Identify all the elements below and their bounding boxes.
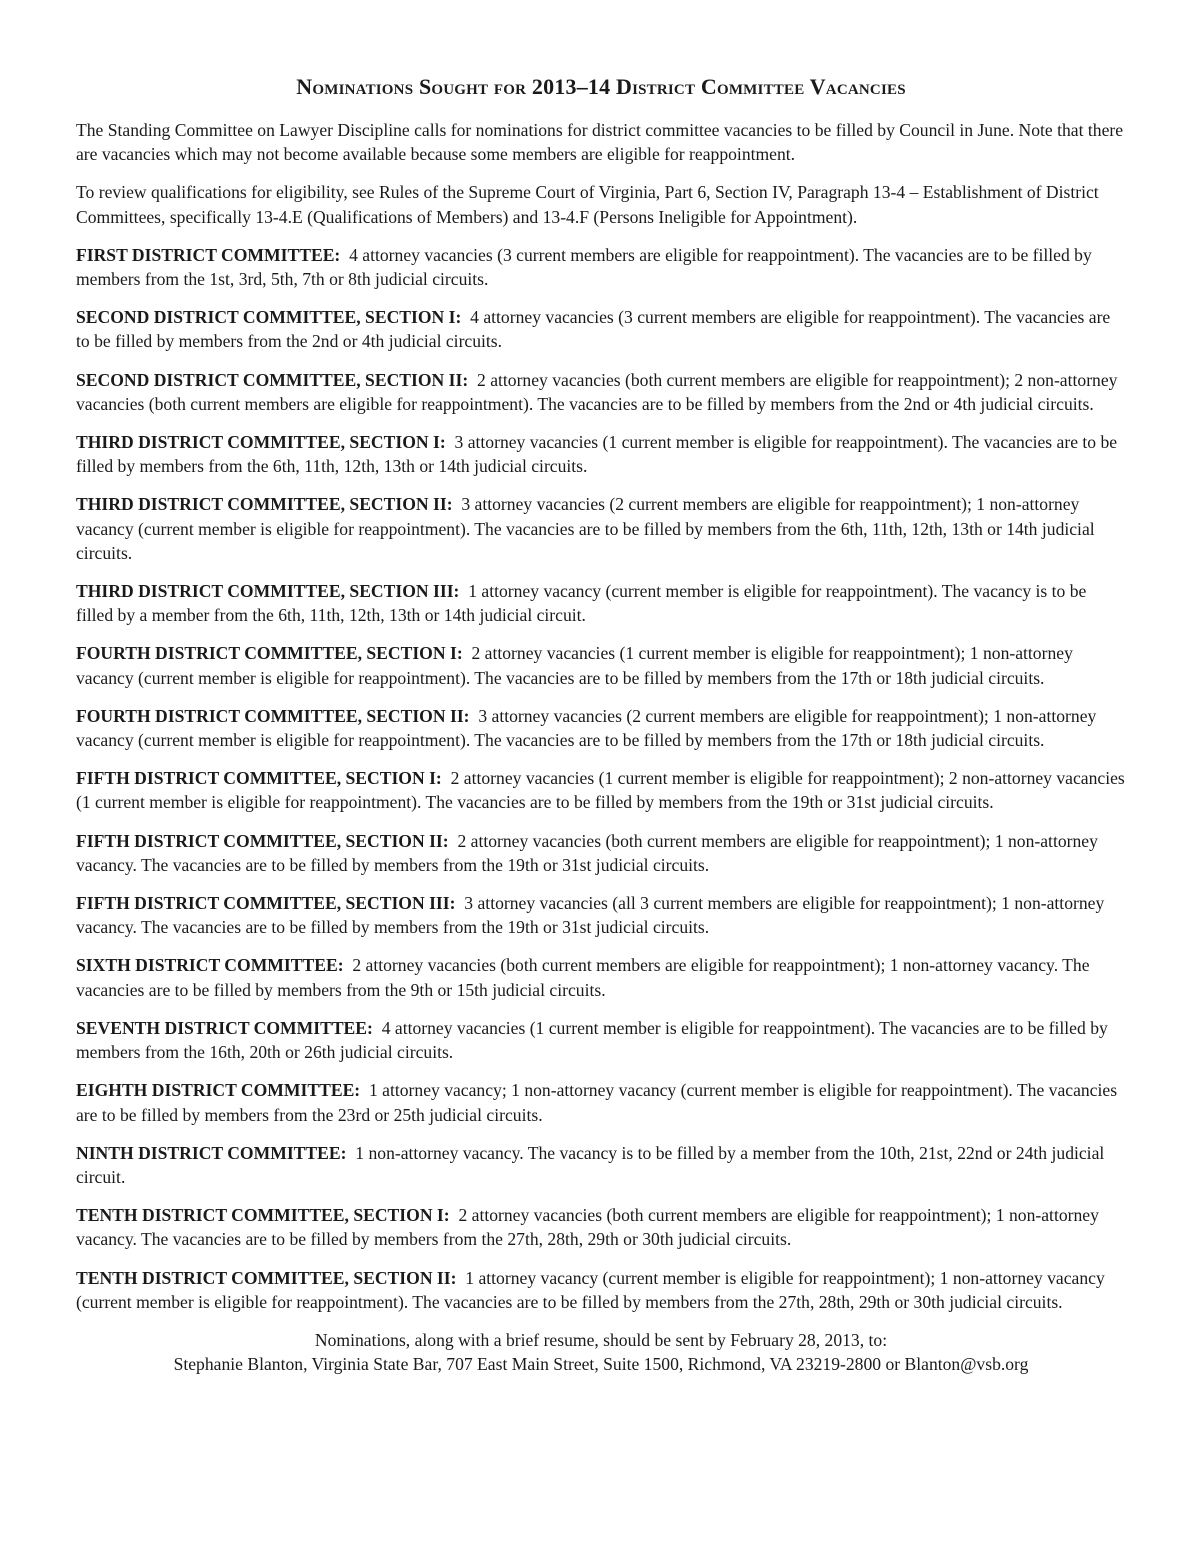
committee-name: SECOND DISTRICT COMMITTEE, SECTION II: — [76, 369, 469, 390]
committee-text: 2 attorney vacancies (both current members are eligible for reappointment); 1 non-attorney vacancy. The vacancies are to be filled by members from the 19th or 31st judicial circuits. — [76, 830, 1098, 875]
committee-name: FOURTH DISTRICT COMMITTEE, SECTION I: — [76, 643, 463, 664]
committee-text: 3 attorney vacancies (2 current members are eligible for reappointment); 1 non-attorney vacancy (current member is eligible for reappointment). The vacancies are to be filled by members from the 6th, 11th, 12th, 13th or 14th judicial circuits. — [76, 494, 1095, 563]
committee-entry — [76, 430, 1126, 478]
committee-entry — [76, 368, 1126, 416]
committee-text: 4 attorney vacancies (1 current member is eligible for reappointment). The vacancies are to be filled by members from the 16th, 20th or 26th judicial circuits. — [76, 1017, 1108, 1063]
committee-name: TENTH DISTRICT COMMITTEE, SECTION I: — [76, 1205, 450, 1226]
committee-name: THIRD DISTRICT COMMITTEE, SECTION III: — [76, 581, 460, 602]
committee-name: SECOND DISTRICT COMMITTEE, SECTION I: — [76, 307, 462, 328]
committee-entry — [76, 704, 1126, 752]
committee-entry — [76, 579, 1126, 627]
committee-name: THIRD DISTRICT COMMITTEE, SECTION II: — [76, 494, 453, 515]
committee-name: FIRST DISTRICT COMMITTEE: — [76, 244, 341, 265]
committee-entry — [76, 829, 1126, 877]
committee-text: 1 non-attorney vacancy. The vacancy is to be filled by a member from the 10th, 21st, 22nd or 24th judicial circuit. — [76, 1142, 1105, 1187]
committee-text: 2 attorney vacancies (1 current member is eligible for reappointment); 1 non-attorney vacancy (current member is eligible for reappointment). The vacancies are to be filled by members from the 17th or 18th judicial circuits. — [76, 643, 1073, 688]
submission-address: Stephanie Blanton, Virginia State Bar, 707 East Main Street, Suite 1500, Richmond, VA 23219-2800 or Blanton@vsb.org — [173, 1354, 1029, 1375]
committee-text: 4 attorney vacancies (3 current members are eligible for reappointment). The vacancies are to be filled by members from the 2nd or 4th judicial circuits. — [76, 307, 1111, 352]
committee-name: FIFTH DISTRICT COMMITTEE, SECTION I: — [76, 768, 442, 789]
submission-instructions — [76, 1328, 1126, 1376]
committee-entry — [76, 766, 1126, 814]
eligibility-paragraph: To review qualifications for eligibility, see Rules of the Supreme Court of Virginia, Part 6, Section IV, Paragraph 13-4 – Establishment of District Committees, specifically 13-4.E (Qualifications of Members) and 13-4.F (Persons Ineligible for Appointment). — [76, 182, 1099, 227]
committee-entry — [76, 1203, 1126, 1251]
committee-text: 2 attorney vacancies (1 current member is eligible for reappointment); 2 non-attorney vacancies (1 current member is eligible for reappointment). The vacancies are to be filled by members from the 19th or 31st judicial circuits. — [76, 768, 1125, 813]
committee-text: 3 attorney vacancies (2 current members are eligible for reappointment); 1 non-attorney vacancy (current member is eligible for reappointment). The vacancies are to be filled by members from the 17th or 18th judicial circuits. — [76, 705, 1097, 751]
page-title: Nominations Sought for 2013–14 District Committee Vacancies — [296, 74, 906, 99]
committee-entry — [76, 492, 1126, 565]
committee-name: NINTH DISTRICT COMMITTEE: — [76, 1142, 347, 1163]
committee-text: 1 attorney vacancy (current member is eligible for reappointment); 1 non-attorney vacancy (current member is eligible for reappointment). The vacancies are to be filled by members from the 27th, 28th, 29th or 30th judicial circuits. — [76, 1267, 1105, 1312]
committee-text: 2 attorney vacancies (both current members are eligible for reappointment); 2 non-attorney vacancies (both current members are eligible for reappointment). The vacancies are to be filled by members from the 2nd or 4th judicial circuits. — [76, 369, 1118, 414]
committee-entry — [76, 953, 1126, 1001]
committee-text: 3 attorney vacancies (all 3 current members are eligible for reappointment); 1 non-attorney vacancy. The vacancies are to be filled by members from the 19th or 31st judicial circuits. — [76, 893, 1105, 938]
committee-name: THIRD DISTRICT COMMITTEE, SECTION I: — [76, 432, 446, 453]
committee-text: 3 attorney vacancies (1 current member is eligible for reappointment). The vacancies are to be filled by members from the 6th, 11th, 12th, 13th or 14th judicial circuits. — [76, 432, 1118, 477]
committee-name: FIFTH DISTRICT COMMITTEE, SECTION III: — [76, 893, 456, 914]
committee-name: EIGHTH DISTRICT COMMITTEE: — [76, 1080, 361, 1101]
committee-entry — [76, 1078, 1126, 1126]
committee-entry — [76, 1266, 1126, 1314]
committee-name: FIFTH DISTRICT COMMITTEE, SECTION II: — [76, 830, 449, 851]
committee-list — [76, 243, 1126, 1314]
committee-text: 4 attorney vacancies (3 current members are eligible for reappointment). The vacancies are to be filled by members from the 1st, 3rd, 5th, 7th or 8th judicial circuits. — [76, 244, 1092, 290]
committee-text: 1 attorney vacancy (current member is eligible for reappointment). The vacancy is to be filled by a member from the 6th, 11th, 12th, 13th or 14th judicial circuit. — [76, 581, 1087, 626]
committee-entry — [76, 305, 1126, 353]
committee-text: 2 attorney vacancies (both current members are eligible for reappointment); 1 non-attorney vacancy. The vacancies are to be filled by members from the 9th or 15th judicial circuits. — [76, 955, 1090, 1000]
committee-entry — [76, 891, 1126, 939]
committee-text: 2 attorney vacancies (both current members are eligible for reappointment); 1 non-attorney vacancy. The vacancies are to be filled by members from the 27th, 28th, 29th or 30th judicial circuits. — [76, 1205, 1099, 1250]
committee-entry — [76, 1016, 1126, 1064]
committee-name: FOURTH DISTRICT COMMITTEE, SECTION II: — [76, 705, 470, 726]
committee-name: SIXTH DISTRICT COMMITTEE: — [76, 955, 344, 976]
committee-name: TENTH DISTRICT COMMITTEE, SECTION II: — [76, 1267, 457, 1288]
committee-name: SEVENTH DISTRICT COMMITTEE: — [76, 1017, 373, 1038]
submission-deadline: Nominations, along with a brief resume, should be sent by February 28, 2013, to: — [314, 1329, 888, 1350]
intro-paragraph: The Standing Committee on Lawyer Discipline calls for nominations for district committee vacancies to be filled by Council in June. Note that there are vacancies which may not become available because some members are eligible for reappointment. — [76, 120, 1124, 165]
committee-entry — [76, 1141, 1126, 1189]
committee-entry — [76, 243, 1126, 291]
committee-text: 1 attorney vacancy; 1 non-attorney vacancy (current member is eligible for reappointment). The vacancies are to be filled by members from the 23rd or 25th judicial circuits. — [76, 1080, 1118, 1125]
committee-entry — [76, 641, 1126, 689]
